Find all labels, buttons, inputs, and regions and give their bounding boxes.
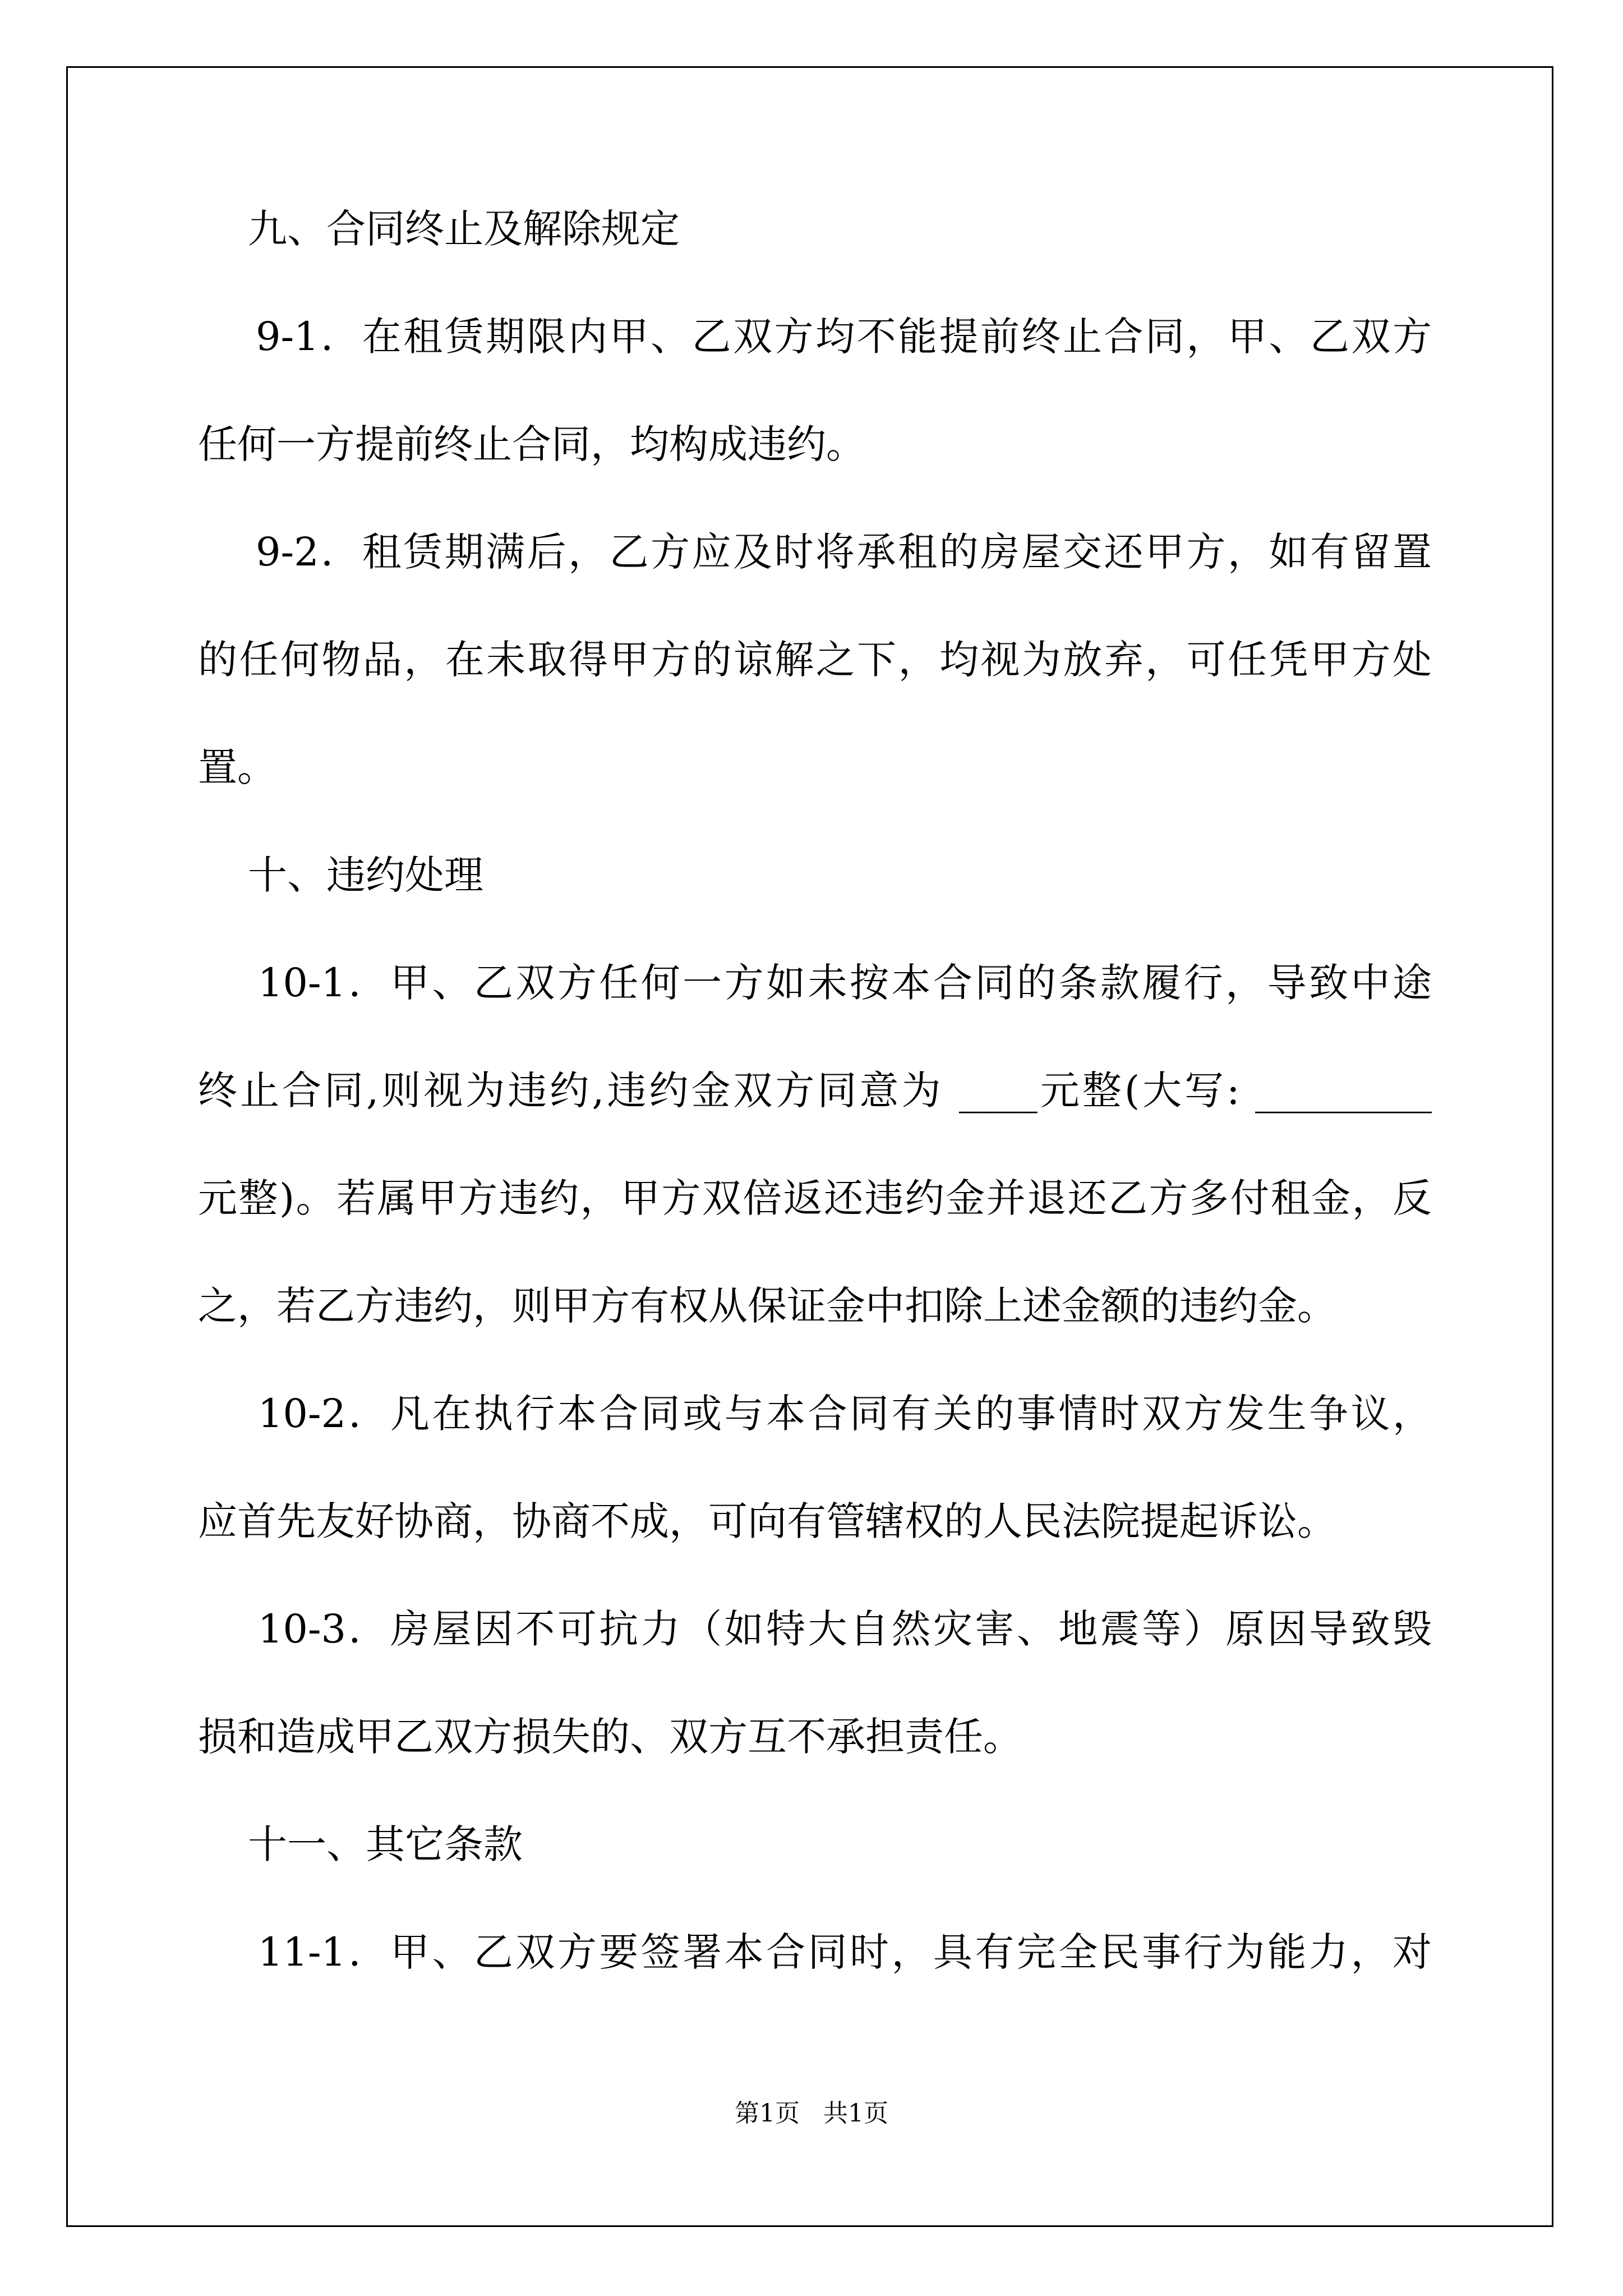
section-heading-10: 十、违约处理 <box>198 852 484 898</box>
clause-9-2-line-2: 的任何物品，在未取得甲方的谅解之下，均视为放弃，可任凭甲方处 <box>198 637 1432 683</box>
page-footer: 第1页 共1页 <box>735 2099 888 2128</box>
clause-9-2-line-3: 置。 <box>198 744 276 790</box>
clause-9-1-line-1: 9-1．在租赁期限内甲、乙双方均不能提前终止合同，甲、乙双方 <box>198 314 1432 360</box>
clause-10-3-line-2: 损和造成甲乙双方损失的、双方互不承担责任。 <box>198 1714 1022 1760</box>
clause-10-1-line-1: 10-1．甲、乙双方任何一方如未按本合同的条款履行，导致中途 <box>198 960 1432 1006</box>
clause-10-1-line-4: 之，若乙方违约，则甲方有权从保证金中扣除上述金额的违约金。 <box>198 1283 1336 1329</box>
clause-10-3-line-1: 10-3．房屋因不可抗力（如特大自然灾害、地震等）原因导致毁 <box>198 1606 1432 1652</box>
section-heading-11: 十一、其它条款 <box>198 1821 523 1867</box>
clause-10-2-line-2: 应首先友好协商，协商不成，可向有管辖权的人民法院提起诉讼。 <box>198 1498 1336 1544</box>
clause-10-2-line-1: 10-2．凡在执行本合同或与本合同有关的事情时双方发生争议， <box>198 1391 1432 1437</box>
section-heading-9: 九、合同终止及解除规定 <box>198 206 680 252</box>
clause-11-1-line-1: 11-1．甲、乙双方要签署本合同时，具有完全民事行为能力，对 <box>198 1929 1432 1975</box>
clause-9-2-line-1: 9-2．租赁期满后，乙方应及时将承租的房屋交还甲方，如有留置 <box>198 529 1432 575</box>
clause-9-1-line-2: 任何一方提前终止合同，均构成违约。 <box>198 421 865 467</box>
clause-10-1-line-3: 元整)。若属甲方违约，甲方双倍返还违约金并退还乙方多付租金，反 <box>198 1175 1432 1221</box>
page-border <box>66 66 1553 2227</box>
clause-10-1-line-2: 终止合同,则视为违约,违约金双方同意为 ____元整(大写: _________ <box>198 1068 1432 1114</box>
